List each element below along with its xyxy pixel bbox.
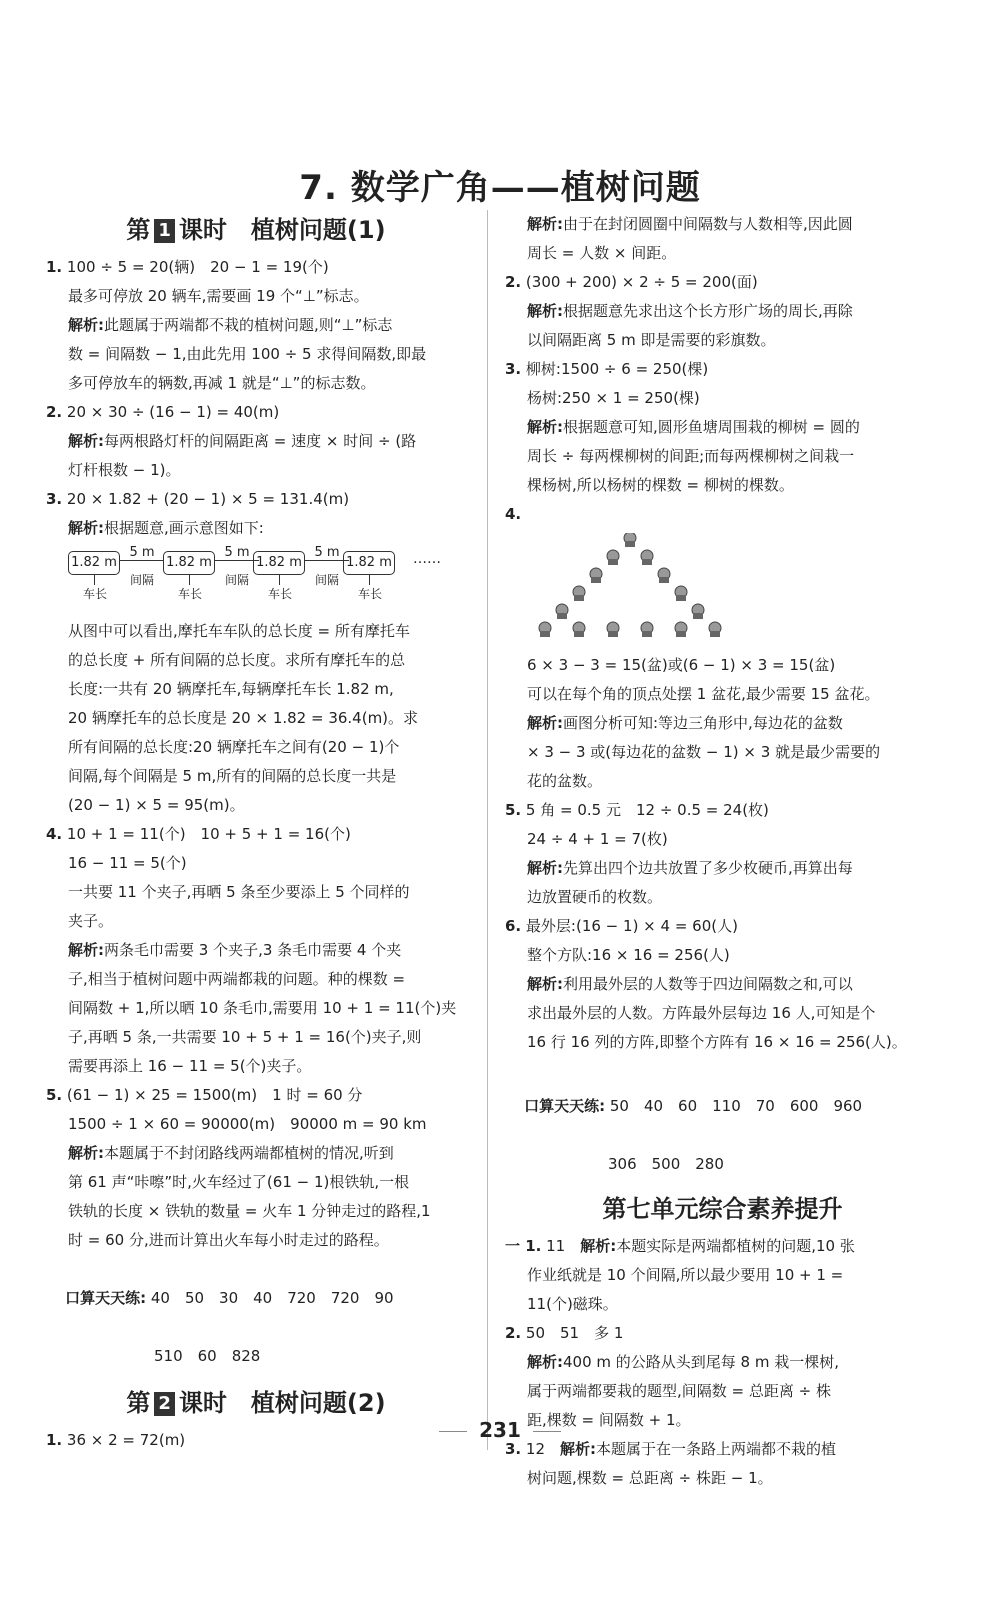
answer-text: 5 角 = 0.5 元 12 ÷ 0.5 = 24(枚) bbox=[525, 801, 769, 819]
flower-pot-icon bbox=[692, 604, 704, 619]
section-title-lesson2 bbox=[46, 1383, 466, 1418]
section-title-lesson1 bbox=[46, 210, 466, 245]
analysis-label: 解析: bbox=[527, 418, 563, 436]
answer-line bbox=[46, 762, 466, 791]
car-length-label: 车长 bbox=[177, 587, 202, 601]
flower-pot-icon bbox=[624, 533, 636, 547]
answer-text: 数 = 间隔数 − 1,由此先用 100 ÷ 5 求得间隔数,即最 bbox=[68, 345, 427, 363]
answer-text: 花的盆数。 bbox=[527, 772, 603, 790]
answer-line bbox=[46, 1168, 466, 1197]
kousuan-row2-line bbox=[46, 1342, 466, 1371]
answer-line bbox=[46, 456, 466, 485]
answer-text: 的总长度 + 所有间隔的总长度。求所有摩托车的总 bbox=[68, 651, 406, 669]
analysis-label: 解析: bbox=[527, 1353, 563, 1371]
answer-line bbox=[46, 369, 466, 398]
answer-text: 属于两端都要栽的题型,间隔数 = 总距离 ÷ 株 bbox=[527, 1382, 831, 1400]
answer-text: 柳树:1500 ÷ 6 = 250(棵) bbox=[525, 360, 709, 378]
answer-line bbox=[46, 1052, 466, 1081]
answer-line bbox=[46, 675, 466, 704]
arrow-tick bbox=[279, 575, 280, 585]
answer-line bbox=[46, 1081, 466, 1110]
answer-text: 本题属于不封闭路线两端都植树的情况,听到 bbox=[104, 1144, 394, 1162]
right-answers-1 bbox=[505, 210, 940, 529]
analysis-label: 解析: bbox=[68, 316, 104, 334]
analysis-label: 解析: bbox=[527, 975, 563, 993]
question-number: 3. bbox=[505, 360, 522, 378]
gap-length-text: 5 m bbox=[129, 545, 155, 560]
answer-text: (300 + 200) × 2 ÷ 5 = 200(面) bbox=[525, 273, 758, 291]
answer-line bbox=[46, 514, 466, 543]
answer-text: 时 = 60 分,进而计算出火车每小时走过的路程。 bbox=[68, 1231, 389, 1249]
answer-text: 50 51 多 1 bbox=[525, 1324, 624, 1342]
answer-line bbox=[505, 1290, 940, 1319]
answer-line bbox=[505, 471, 940, 500]
gap-label: 间隔 bbox=[314, 573, 339, 587]
answer-text: 两条毛巾需要 3 个夹子,3 条毛巾需要 4 个夹 bbox=[104, 941, 402, 959]
answer-text: 11(个)磁珠。 bbox=[527, 1295, 618, 1313]
answer-line bbox=[46, 878, 466, 907]
section-suffix: 课时 植树问题(1) bbox=[178, 216, 386, 244]
answer-line bbox=[46, 617, 466, 646]
gap-length bbox=[120, 545, 164, 561]
answer-line bbox=[505, 384, 940, 413]
flower-pot-icon bbox=[573, 622, 585, 637]
answer-line bbox=[505, 413, 940, 442]
answer-line bbox=[46, 311, 466, 340]
car-length-box: 1.82 m bbox=[68, 551, 120, 575]
answer-text: 距,棵数 = 间隔数 + 1。 bbox=[527, 1411, 691, 1429]
answer-line bbox=[46, 733, 466, 762]
answer-line bbox=[505, 767, 940, 796]
answer-line bbox=[505, 268, 940, 297]
answer-line bbox=[505, 912, 940, 941]
answer-line bbox=[505, 297, 940, 326]
question-number: 一 1. bbox=[505, 1237, 542, 1255]
section-prefix: 第 bbox=[126, 216, 151, 244]
kousuan-row1: 50 40 60 110 70 600 960 bbox=[609, 1097, 863, 1115]
page-number-text: 231 bbox=[479, 1418, 521, 1442]
answer-text: 16 行 16 列的方阵,即整个方阵有 16 × 16 = 256(人)。 bbox=[527, 1033, 907, 1051]
answer-text: 11 bbox=[546, 1237, 581, 1255]
question-number: 1. bbox=[46, 1431, 63, 1449]
answer-text: 利用最外层的人数等于四边间隔数之和,可以 bbox=[563, 975, 853, 993]
flower-pot-icon bbox=[607, 550, 619, 565]
flower-pot-icon bbox=[607, 622, 619, 637]
answer-text: 画图分析可知:等边三角形中,每边花的盆数 bbox=[563, 714, 843, 732]
right-answers-3 bbox=[505, 1232, 940, 1493]
section-suffix: 课时 植树问题(2) bbox=[178, 1389, 386, 1417]
answer-line bbox=[505, 1319, 940, 1348]
flower-pot-icon bbox=[658, 568, 670, 583]
gap-label: 间隔 bbox=[224, 573, 249, 587]
answer-text: 20 × 1.82 + (20 − 1) × 5 = 131.4(m) bbox=[66, 490, 350, 508]
answer-text: 6 × 3 − 3 = 15(盆)或(6 − 1) × 3 = 15(盆) bbox=[527, 656, 836, 674]
analysis-label: 解析: bbox=[527, 302, 563, 320]
answer-line bbox=[46, 646, 466, 675]
answer-text: 10 + 1 = 11(个) 10 + 5 + 1 = 16(个) bbox=[66, 825, 351, 843]
answer-text: 所有间隔的总长度:20 辆摩托车之间有(20 − 1)个 bbox=[68, 738, 400, 756]
question-number: 3. bbox=[46, 490, 63, 508]
answer-line bbox=[505, 738, 940, 767]
answer-text: 子,再晒 5 条,一共需要 10 + 5 + 1 = 16(个)夹子,则 bbox=[68, 1028, 422, 1046]
answer-text: 间隔,每个间隔是 5 m,所有的间隔的总长度一共是 bbox=[68, 767, 397, 785]
answer-line bbox=[505, 825, 940, 854]
answer-text: 铁轨的长度 × 铁轨的数量 = 火车 1 分钟走过的路程,1 bbox=[68, 1202, 431, 1220]
answer-text: 周长 = 人数 × 间距。 bbox=[527, 244, 677, 262]
answer-text: 棵杨树,所以杨树的棵数 = 柳树的棵数。 bbox=[527, 476, 794, 494]
lesson-badge: 2 bbox=[154, 1392, 175, 1416]
analysis-label: 解析: bbox=[527, 215, 563, 233]
answer-text: 每两根路灯杆的间隔距离 = 速度 × 时间 ÷ (路 bbox=[104, 432, 417, 450]
kousuan-label: 口算天天练: bbox=[65, 1289, 147, 1307]
answer-text: 此题属于两端都不栽的植树问题,则“⊥”标志 bbox=[104, 316, 393, 334]
answer-line bbox=[505, 680, 940, 709]
answer-line bbox=[505, 355, 940, 384]
answer-line bbox=[505, 500, 940, 529]
flower-pot-icon bbox=[641, 622, 653, 637]
car-length-box: 1.82 m bbox=[163, 551, 215, 575]
analysis-label: 解析: bbox=[527, 859, 563, 877]
answer-line bbox=[46, 907, 466, 936]
question-number: 4. bbox=[46, 825, 63, 843]
car-length-label: 车长 bbox=[82, 587, 107, 601]
answer-text: 20 辆摩托车的总长度是 20 × 1.82 = 36.4(m)。求 bbox=[68, 709, 419, 727]
analysis-label: 解析: bbox=[68, 519, 104, 537]
kousuan-right bbox=[505, 1063, 940, 1150]
answer-line bbox=[505, 1261, 940, 1290]
question-number: 2. bbox=[505, 1324, 522, 1342]
answer-line bbox=[46, 965, 466, 994]
answer-line bbox=[505, 1464, 940, 1493]
answer-line bbox=[505, 854, 940, 883]
answer-text: 树问题,棵数 = 总距离 ÷ 株距 − 1。 bbox=[527, 1469, 773, 1487]
kousuan-row1: 40 50 30 40 720 720 90 bbox=[150, 1289, 394, 1307]
arrow-tick bbox=[369, 575, 370, 585]
ellipsis: …… bbox=[413, 551, 441, 567]
answer-line bbox=[505, 1028, 940, 1057]
answer-line bbox=[505, 442, 940, 471]
answer-text: (20 − 1) × 5 = 95(m)。 bbox=[68, 796, 245, 814]
analysis-label: 解析: bbox=[68, 941, 104, 959]
answer-text: 以间隔距离 5 m 即是需要的彩旗数。 bbox=[527, 331, 776, 349]
answer-line bbox=[505, 883, 940, 912]
answer-text: 灯杆根数 − 1)。 bbox=[68, 461, 181, 479]
answer-text: 400 m 的公路从头到尾每 8 m 栽一棵树, bbox=[563, 1353, 840, 1371]
analysis-label: 解析: bbox=[68, 1144, 104, 1162]
answer-line bbox=[505, 999, 940, 1028]
kousuan-row2: 306 500 280 bbox=[608, 1155, 724, 1173]
answer-line bbox=[46, 253, 466, 282]
answer-text: 需要再添上 16 − 11 = 5(个)夹子。 bbox=[68, 1057, 312, 1075]
answer-text: 根据题意可知,圆形鱼塘周围栽的柳树 = 圆的 bbox=[563, 418, 860, 436]
analysis-label: 解析: bbox=[68, 432, 104, 450]
answer-line bbox=[505, 1377, 940, 1406]
double-arrow bbox=[120, 560, 164, 561]
answer-text: 求出最外层的人数。方阵最外层每边 16 人,可知是个 bbox=[527, 1004, 876, 1022]
right-column bbox=[505, 210, 940, 1493]
answer-text: 由于在封闭圆圈中间隔数与人数相等,因此圆 bbox=[563, 215, 853, 233]
answer-line bbox=[505, 796, 940, 825]
flower-pot-icon bbox=[675, 622, 687, 637]
page-number bbox=[0, 1418, 1000, 1442]
left-column bbox=[46, 210, 466, 1455]
analysis-label: 解析: bbox=[527, 714, 563, 732]
answer-text: 1500 ÷ 1 × 60 = 90000(m) 90000 m = 90 km bbox=[68, 1115, 427, 1133]
answer-line bbox=[46, 340, 466, 369]
question-number: 2. bbox=[505, 273, 522, 291]
flower-pot-icon bbox=[641, 550, 653, 565]
answer-text: 子,相当于植树问题中两端都栽的问题。种的棵数 = bbox=[68, 970, 406, 988]
answer-text: 16 − 11 = 5(个) bbox=[68, 854, 187, 872]
answer-line bbox=[46, 704, 466, 733]
answer-line bbox=[505, 941, 940, 970]
answer-line bbox=[46, 791, 466, 820]
answer-line bbox=[505, 651, 940, 680]
arrow-tick bbox=[94, 575, 95, 585]
section-title-unit: 第七单元综合素养提升 bbox=[602, 1195, 843, 1223]
answer-line bbox=[46, 485, 466, 514]
car-length-box: 1.82 m bbox=[253, 551, 305, 575]
flower-pot-icon bbox=[556, 604, 568, 619]
answer-line bbox=[46, 1197, 466, 1226]
kousuan-label: 口算天天练: bbox=[524, 1097, 606, 1115]
answer-text: × 3 − 3 或(每边花的盆数 − 1) × 3 就是最少需要的 bbox=[527, 743, 881, 761]
car-length-box: 1.82 m bbox=[343, 551, 395, 575]
answer-text: 36 × 2 = 72(m) bbox=[66, 1431, 186, 1449]
answer-line bbox=[46, 820, 466, 849]
page-title: 7. 数学广角——植树问题 bbox=[299, 168, 701, 208]
question-number: 6. bbox=[505, 917, 522, 935]
answer-line bbox=[505, 326, 940, 355]
answer-line bbox=[46, 282, 466, 311]
kousuan-row2: 510 60 828 bbox=[154, 1347, 261, 1365]
kousuan-row2-line bbox=[505, 1150, 940, 1179]
flower-pot-icon bbox=[709, 622, 721, 637]
answer-text: 可以在每个角的顶点处摆 1 盆花,最少需要 15 盆花。 bbox=[527, 685, 880, 703]
answer-text: 间隔数 + 1,所以晒 10 条毛巾,需要用 10 + 1 = 11(个)夹 bbox=[68, 999, 457, 1017]
answer-text: 最外层:(16 − 1) × 4 = 60(人) bbox=[525, 917, 738, 935]
flower-pot-icon bbox=[573, 586, 585, 601]
answer-line bbox=[46, 994, 466, 1023]
motorcycle-diagram bbox=[68, 545, 458, 615]
answer-text: 本题属于在一条路上两端都不栽的植 bbox=[596, 1440, 837, 1458]
gap-length-text: 5 m bbox=[224, 545, 250, 560]
flower-pot-icon bbox=[590, 568, 602, 583]
answer-text: 一共要 11 个夹子,再晒 5 条至少要添上 5 个同样的 bbox=[68, 883, 410, 901]
flower-pot-icon bbox=[539, 622, 551, 637]
lesson-badge: 1 bbox=[154, 219, 175, 243]
answer-line bbox=[46, 1139, 466, 1168]
answer-line bbox=[46, 1023, 466, 1052]
answer-line bbox=[46, 1110, 466, 1139]
answer-line bbox=[505, 970, 940, 999]
answer-line bbox=[505, 1348, 940, 1377]
column-divider bbox=[487, 210, 488, 1450]
answer-line bbox=[46, 1226, 466, 1255]
answer-text: 24 ÷ 4 + 1 = 7(枚) bbox=[527, 830, 668, 848]
flower-pot-icon bbox=[675, 586, 687, 601]
answer-line bbox=[46, 849, 466, 878]
answer-text: 根据题意,画示意图如下: bbox=[104, 519, 264, 537]
answer-line bbox=[46, 936, 466, 965]
answer-text: 从图中可以看出,摩托车车队的总长度 = 所有摩托车 bbox=[68, 622, 410, 640]
car-length-label: 车长 bbox=[267, 587, 292, 601]
answer-text: 杨树:250 × 1 = 250(棵) bbox=[527, 389, 700, 407]
answer-line bbox=[505, 709, 940, 738]
question-number: 2. bbox=[46, 403, 63, 421]
question-number: 5. bbox=[505, 801, 522, 819]
arrow-tick bbox=[189, 575, 190, 585]
left-answers-1 bbox=[46, 253, 466, 543]
question-number: 1. bbox=[46, 258, 63, 276]
answer-text: 本题实际是两端都植树的问题,10 张 bbox=[616, 1237, 855, 1255]
answer-line bbox=[46, 427, 466, 456]
answer-text: 第 61 声“咔嚓”时,火车经过了(61 − 1)根铁轨,一根 bbox=[68, 1173, 410, 1191]
answer-text: 整个方队:16 × 16 = 256(人) bbox=[527, 946, 730, 964]
answer-text: 作业纸就是 10 个间隔,所以最少要用 10 + 1 = bbox=[527, 1266, 844, 1284]
answer-text: 长度:一共有 20 辆摩托车,每辆摩托车长 1.82 m, bbox=[68, 680, 394, 698]
answer-text: 20 × 30 ÷ (16 − 1) = 40(m) bbox=[66, 403, 280, 421]
kousuan-left bbox=[46, 1255, 466, 1342]
answer-text: 根据题意先求出这个长方形广场的周长,再除 bbox=[563, 302, 853, 320]
answer-text: 最多可停放 20 辆车,需要画 19 个“⊥”标志。 bbox=[68, 287, 369, 305]
right-answers-2 bbox=[505, 651, 940, 1057]
gap-label: 间隔 bbox=[129, 573, 154, 587]
section-prefix: 第 bbox=[126, 1389, 151, 1417]
analysis-label: 解析: bbox=[580, 1237, 617, 1255]
left-answers-2 bbox=[46, 617, 466, 1255]
car-length-label: 车长 bbox=[357, 587, 382, 601]
answer-line bbox=[505, 1232, 940, 1261]
analysis-label: 解析: bbox=[560, 1440, 597, 1458]
answer-text: 边放置硬币的枚数。 bbox=[527, 888, 663, 906]
answer-text: (61 − 1) × 25 = 1500(m) 1 时 = 60 分 bbox=[66, 1086, 363, 1104]
answer-line bbox=[505, 210, 940, 239]
question-number: 5. bbox=[46, 1086, 63, 1104]
answer-text: 12 bbox=[525, 1440, 561, 1458]
answer-text: 多可停放车的辆数,再减 1 就是“⊥”的标志数。 bbox=[68, 374, 376, 392]
answer-text: 夹子。 bbox=[68, 912, 114, 930]
answer-text: 100 ÷ 5 = 20(辆) 20 − 1 = 19(个) bbox=[66, 258, 329, 276]
answer-line bbox=[46, 398, 466, 427]
flower-triangle-diagram bbox=[535, 533, 725, 643]
question-number: 4. bbox=[505, 505, 522, 523]
answer-text: 周长 ÷ 每两棵柳树的间距;而每两棵柳树之间栽一 bbox=[527, 447, 855, 465]
question-number: 3. bbox=[505, 1440, 522, 1458]
gap-length-text: 5 m bbox=[314, 545, 340, 560]
answer-text: 先算出四个边共放置了多少枚硬币,再算出每 bbox=[563, 859, 853, 877]
answer-line bbox=[505, 239, 940, 268]
